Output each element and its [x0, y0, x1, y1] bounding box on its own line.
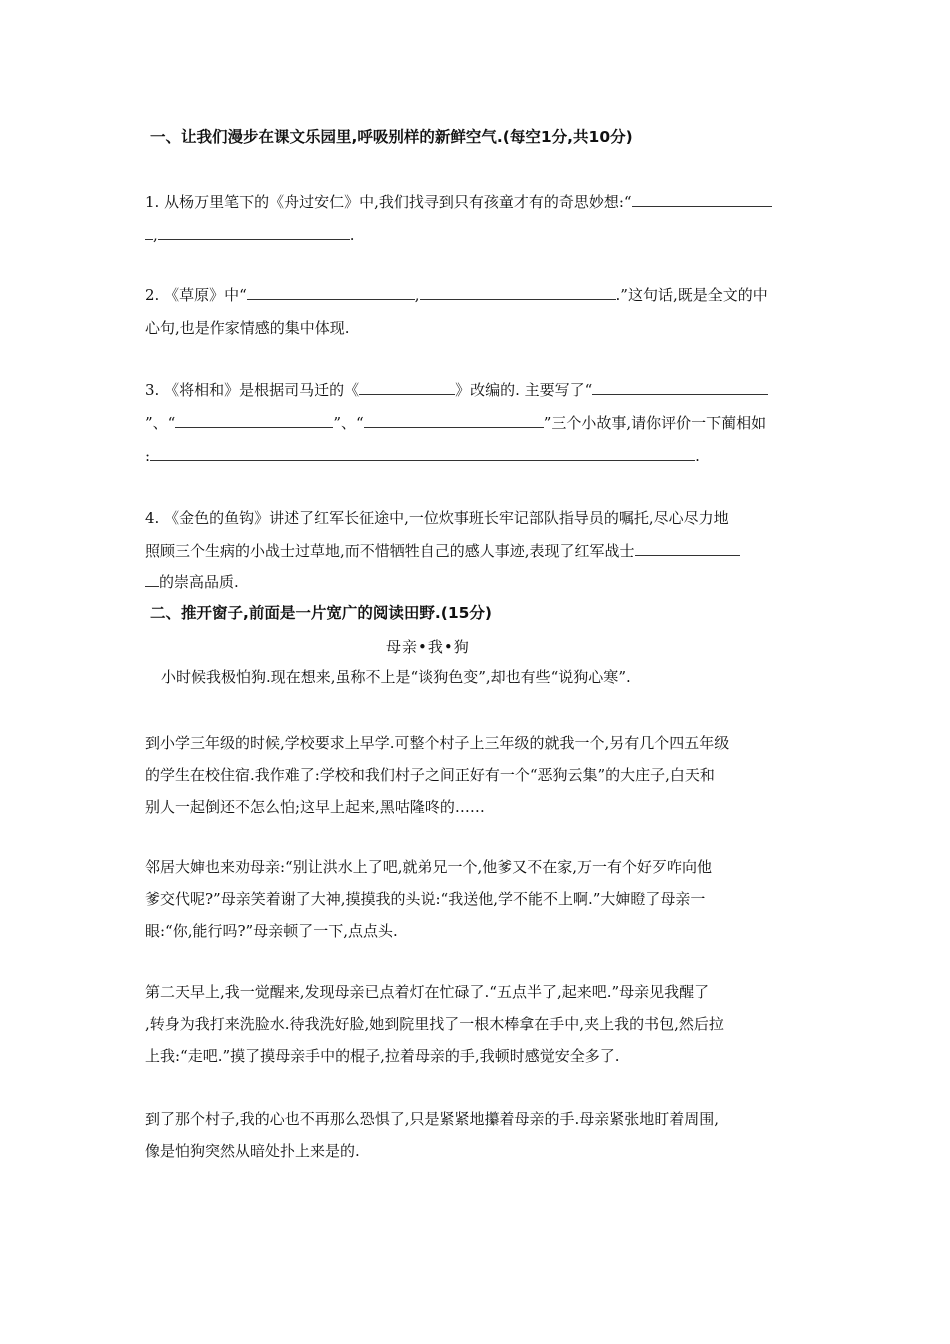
passage-paragraph-1: 小时候我极怕狗.现在想来,虽称不上是“谈狗色变”,却也有些“说狗心寒”. [161, 668, 631, 686]
q2-text-c: .”这句话,既是全文的中 [615, 286, 768, 304]
passage-p2-line3: 别人一起倒还不怎么怕;这早上起来,黑咕隆咚的…… [145, 798, 485, 816]
passage-p2-line2: 的学生在校住宿.我作难了:学校和我们村子之间正好有一个“恶狗云集”的大庄子,白天和 [145, 766, 715, 784]
passage-title: 母亲•我•狗 [386, 638, 470, 656]
q3-text-g: . [695, 447, 700, 465]
blank-1c[interactable] [158, 225, 350, 240]
blank-3b[interactable] [592, 380, 768, 395]
question-1-text: 1. 从杨万里笔下的《舟过安仁》中,我们找寻到只有孩童才有的奇思妙想:“ [145, 193, 632, 211]
q4-end: 的崇高品质. [159, 573, 239, 591]
q2-text-a: 2. 《草原》中“ [145, 286, 247, 304]
blank-3a[interactable] [359, 380, 455, 395]
passage-p3-line1: 邻居大婶也来劝母亲:“别让洪水上了吧,就弟兄一个,他爹又不在家,万一有个好歹咋向他 [145, 858, 713, 876]
q1-end: . [349, 226, 355, 244]
question-4-line1: 4. 《金色的鱼钩》讲述了红军长征途中,一位炊事班长牢记部队指导员的嘱托,尽心尽力地 [145, 509, 729, 527]
q3-text-d: ”、“ [333, 414, 364, 432]
passage-p2-line1: 到小学三年级的时候,学校要求上早学.可整个村子上三年级的就我一个,另有几个四五年级 [145, 734, 730, 752]
blank-2a[interactable] [247, 285, 415, 300]
passage-p5-line2: 像是怕狗突然从暗处扑上来是的. [145, 1142, 360, 1160]
passage-p3-line3: 眼:“你,能行吗?”母亲顿了一下,点点头. [145, 922, 398, 940]
q3-text-b: 》改编的. 主要写了“ [455, 381, 593, 399]
question-3-line2 [145, 413, 766, 433]
blank-3e[interactable] [150, 446, 695, 461]
blank-1b[interactable] [145, 225, 153, 240]
blank-3d[interactable] [364, 413, 544, 428]
blank-1a[interactable] [632, 192, 772, 207]
blank-3c[interactable] [175, 413, 333, 428]
question-2-line2: 心句,也是作家情感的集中体现. [145, 319, 350, 337]
question-3-line3 [145, 446, 700, 466]
q2-comma: , [414, 286, 420, 304]
blank-2b[interactable] [420, 285, 616, 300]
passage-p3-line2: 爹交代呢?”母亲笑着谢了大神,摸摸我的头说:“我送他,学不能不上啊.”大婶瞪了母亲一 [145, 890, 706, 908]
q3-text-e: ”三个小故事,请你评价一下蔺相如 [543, 414, 767, 432]
q3-text-f: : [145, 447, 151, 465]
passage-p4-line3: 上我:“走吧.”摸了摸母亲手中的棍子,拉着母亲的手,我顿时感觉安全多了. [145, 1047, 620, 1065]
q1-comma: , [153, 226, 158, 244]
question-4-line3 [145, 572, 239, 592]
passage-p4-line1: 第二天早上,我一觉醒来,发现母亲已点着灯在忙碌了.“五点半了,起来吧.”母亲见我醒了 [145, 983, 710, 1001]
passage-p4-line2: ,转身为我打来洗脸水.待我洗好脸,她到院里找了一根木棒拿在手中,夹上我的书包,然后拉 [145, 1015, 724, 1033]
question-1-cont [145, 225, 355, 245]
question-2 [145, 285, 768, 305]
q3-text-c: ”、“ [145, 414, 176, 432]
blank-4b[interactable] [145, 572, 159, 587]
question-1 [145, 192, 772, 212]
q3-text-a: 3. 《将相和》是根据司马迁的《 [145, 381, 360, 399]
section1-heading: 一、让我们漫步在课文乐园里,呼吸别样的新鲜空气.(每空1分,共10分) [150, 128, 633, 146]
blank-4a[interactable] [635, 541, 740, 556]
question-4-line2 [145, 541, 740, 561]
question-3 [145, 380, 768, 400]
section2-heading: 二、推开窗子,前面是一片宽广的阅读田野.(15分) [150, 604, 493, 622]
passage-p5-line1: 到了那个村子,我的心也不再那么恐惧了,只是紧紧地攥着母亲的手.母亲紧张地盯着周围, [145, 1110, 720, 1128]
q4-text: 照顾三个生病的小战士过草地,而不惜牺牲自己的感人事迹,表现了红军战士 [145, 542, 635, 560]
